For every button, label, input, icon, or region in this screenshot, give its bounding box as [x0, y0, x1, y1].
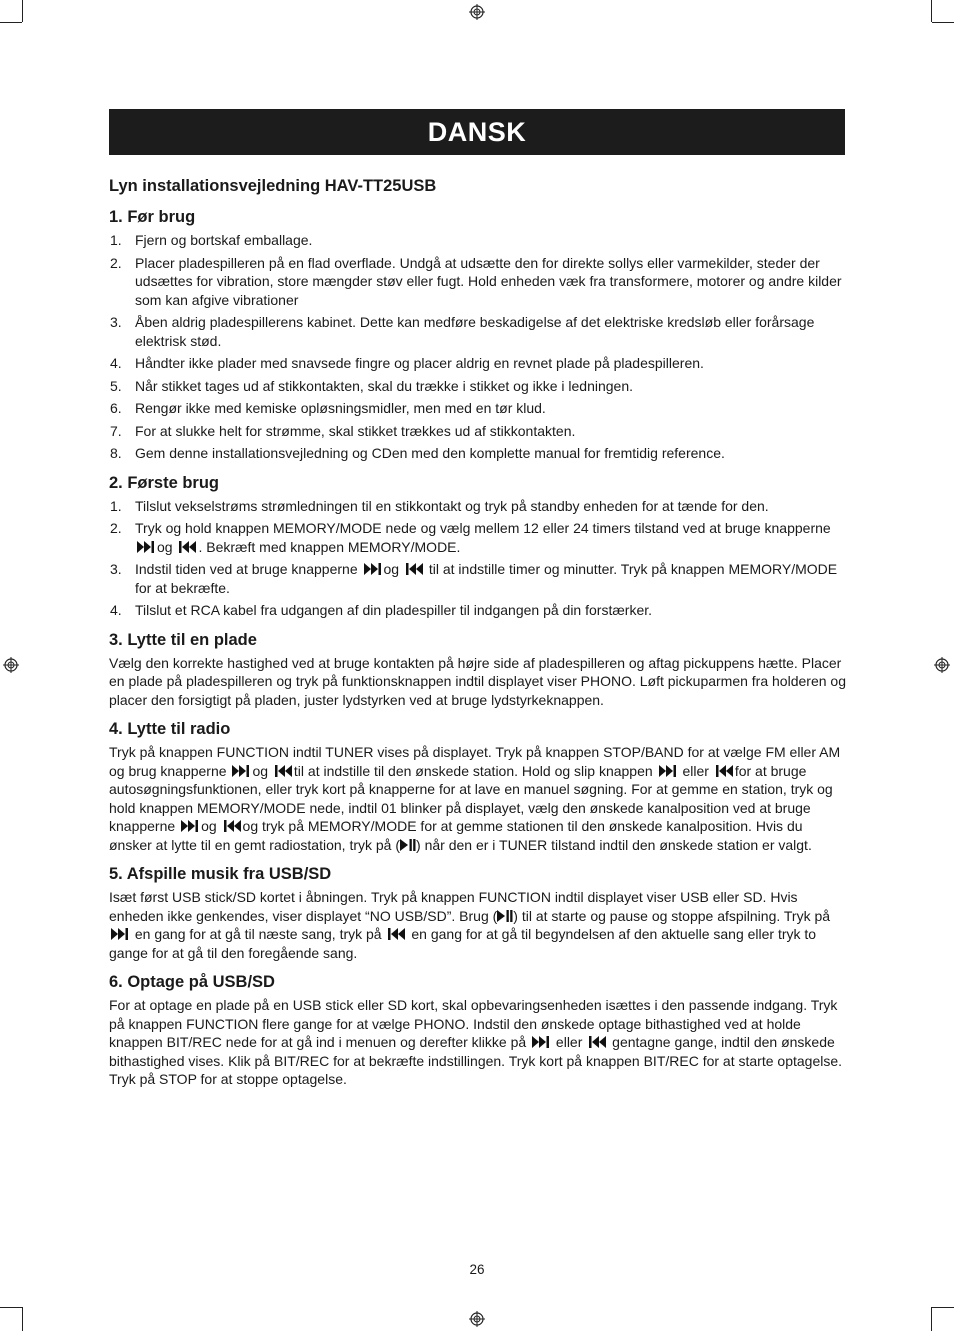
registration-mark-icon [469, 4, 485, 20]
list-item: 5. Når stikket tages ud af stikkontakten, skal du trække i stikket og ikke i ledningen. [110, 377, 634, 394]
skip-next-icon [111, 928, 129, 940]
skip-prev-icon [178, 541, 196, 553]
crop-mark [0, 1307, 22, 1308]
crop-mark [931, 1307, 932, 1331]
list-item: 1. Fjern og bortskaf emballage. [110, 232, 313, 248]
numbered-list [109, 497, 849, 620]
crop-mark [932, 22, 954, 23]
skip-next-icon [137, 541, 155, 553]
list-item: 3. Indstil tiden ved at bruge knapperne og til at indstille timer og minutter. Tryk på knappen MEMORY/MODE for at bekræfte. [110, 561, 838, 596]
section-heading: 3. Lytte til en plade [109, 630, 257, 649]
crop-mark [931, 0, 932, 22]
language-banner: DANSK [109, 109, 845, 155]
skip-next-icon [532, 1036, 550, 1048]
crop-mark [22, 1307, 23, 1331]
list-item: 4. Håndter ikke plader med snavsede fingre og placer aldrig en revnet plade på pladespilleren. [110, 355, 704, 371]
skip-prev-icon [274, 765, 292, 777]
list-item: 2. Placer pladespilleren på en flad overflade. Undgå at udsætte den for direkte sollys eller varmekilder, steder der udsættes for vibration, store mængder støv eller fugt. Hold enheden væk fra transformere, motorer og andre kilder som kan afgive vibrationer [110, 254, 842, 308]
list-item: 8. Gem denne installationsvejledning og CDen med den komplette manual for fremtidig reference. [110, 445, 725, 461]
section-heading: 2. Første brug [109, 473, 220, 492]
page-number: 26 [469, 1262, 485, 1277]
document-title: Lyn installationsvejledning HAV-TT25USB [109, 177, 437, 195]
crop-mark [932, 1307, 954, 1308]
play-pause-icon [400, 839, 416, 851]
paragraph: Isæt først USB stick/SD kortet i åbningen. Tryk på knappen FUNCTION indtil displayet viser USB eller SD. Hvis enheden ikke genkendes, viser displayet “NO USB/SD”. Brug ( ) til at starte og pause og stoppe afspilning. Tryk på en gang for at gå til næste sang, tryk på en gang for at gå til begyndelsen af den aktuelle sang eller tryk to gange for at gå til den foregående sang. [109, 889, 831, 961]
skip-prev-icon [405, 563, 423, 575]
skip-next-icon [364, 563, 382, 575]
list-item: 7. For at slukke helt for strømme, skal stikket trækkes ud af stikkontakten. [110, 422, 576, 439]
list-item: 2. Tryk og hold knappen MEMORY/MODE nede og vælg mellem 12 eller 24 timers tilstand ved at bruge knapperne og . Bekræft med knappen MEMORY/MODE. [110, 520, 831, 555]
play-pause-icon [497, 910, 513, 922]
paragraph: For at optage en plade på en USB stick eller SD kort, skal opbevaringsenheden isættes i den passende indgang. Tryk på knappen FUNCTION flere gange for at vælge PHONO. Indstil den ønskede optage bithastighed ved at holde knappen BIT/REC nede for at gå ind i menuen og derefter klikke på eller gentagne gange, indtil den ønskede bithastighed vises. Klik på BIT/REC for at bekræfte indstillingen. Tryk kort på knappen BIT/REC for at starte optagelse. Tryk på STOP for at stoppe optagelse. [109, 997, 843, 1087]
registration-mark-icon [469, 1311, 485, 1327]
numbered-list [109, 231, 849, 463]
skip-next-icon [181, 820, 199, 832]
skip-prev-icon [223, 820, 241, 832]
skip-prev-icon [715, 765, 733, 777]
section-heading: 6. Optage på USB/SD [109, 973, 275, 991]
section-heading: 4. Lytte til radio [109, 720, 231, 738]
document-body [109, 176, 849, 1094]
section-heading: 5. Afspille musik fra USB/SD [109, 865, 332, 883]
paragraph: Tryk på knappen FUNCTION indtil TUNER vises på displayet. Tryk på knappen STOP/BAND for at vælge FM eller AM og brug knapperne og til at indstille til den ønskede station. Hold og slip knappen eller for at bruge autosøgningsfunktionen, eller tryk kort på knapperne for at lave en manuel søgning. For at gemme en station, tryk og hold knappen MEMORY/MODE nede, indtil 01 blinker på displayet, vælg den ønskede kanalposition ved at bruge knapperne og og tryk på MEMORY/MODE for at gemme stationen til den ønskede kanalposition. Hvis du ønsker at lytte til en gemt radiostation, tryk på ( ) når den er i TUNER tilstand indtil den ønskede station er valgt. [109, 744, 841, 853]
list-item: 3. Åben aldrig pladespillerens kabinet. Dette kan medføre beskadigelse af det elektriske kredsløb eller forårsage elektrisk stød. [110, 314, 815, 349]
list-item: 1. Tilslut vekselstrøms strømledningen til en stikkontakt og tryk på standby enheden for at tænde for den. [110, 497, 769, 514]
crop-mark [22, 0, 23, 22]
skip-next-icon [659, 765, 677, 777]
skip-next-icon [232, 765, 250, 777]
registration-mark-icon [934, 657, 950, 673]
registration-mark-icon [3, 657, 19, 673]
skip-prev-icon [387, 928, 405, 940]
list-item: 4. Tilslut et RCA kabel fra udgangen af din pladespiller til indgangen på din forstærker. [110, 602, 653, 618]
crop-mark [0, 22, 22, 23]
section-heading: 1. Før brug [109, 208, 196, 226]
paragraph: Vælg den korrekte hastighed ved at bruge kontakten på højre side af pladespilleren og aftag pickuppens hætte. Placer en plade på pladespilleren og tryk på funktionsknappen indtil displayet viser PHONO. Løft pickuparmen fra holderen og placer den forsigtigt på pladen, juster lydstyrken ved at bruge lydstyrkeknappen. [109, 654, 846, 708]
skip-prev-icon [588, 1036, 606, 1048]
list-item: 6. Rengør ikke med kemiske opløsningsmidler, men med en tør klud. [110, 400, 546, 416]
